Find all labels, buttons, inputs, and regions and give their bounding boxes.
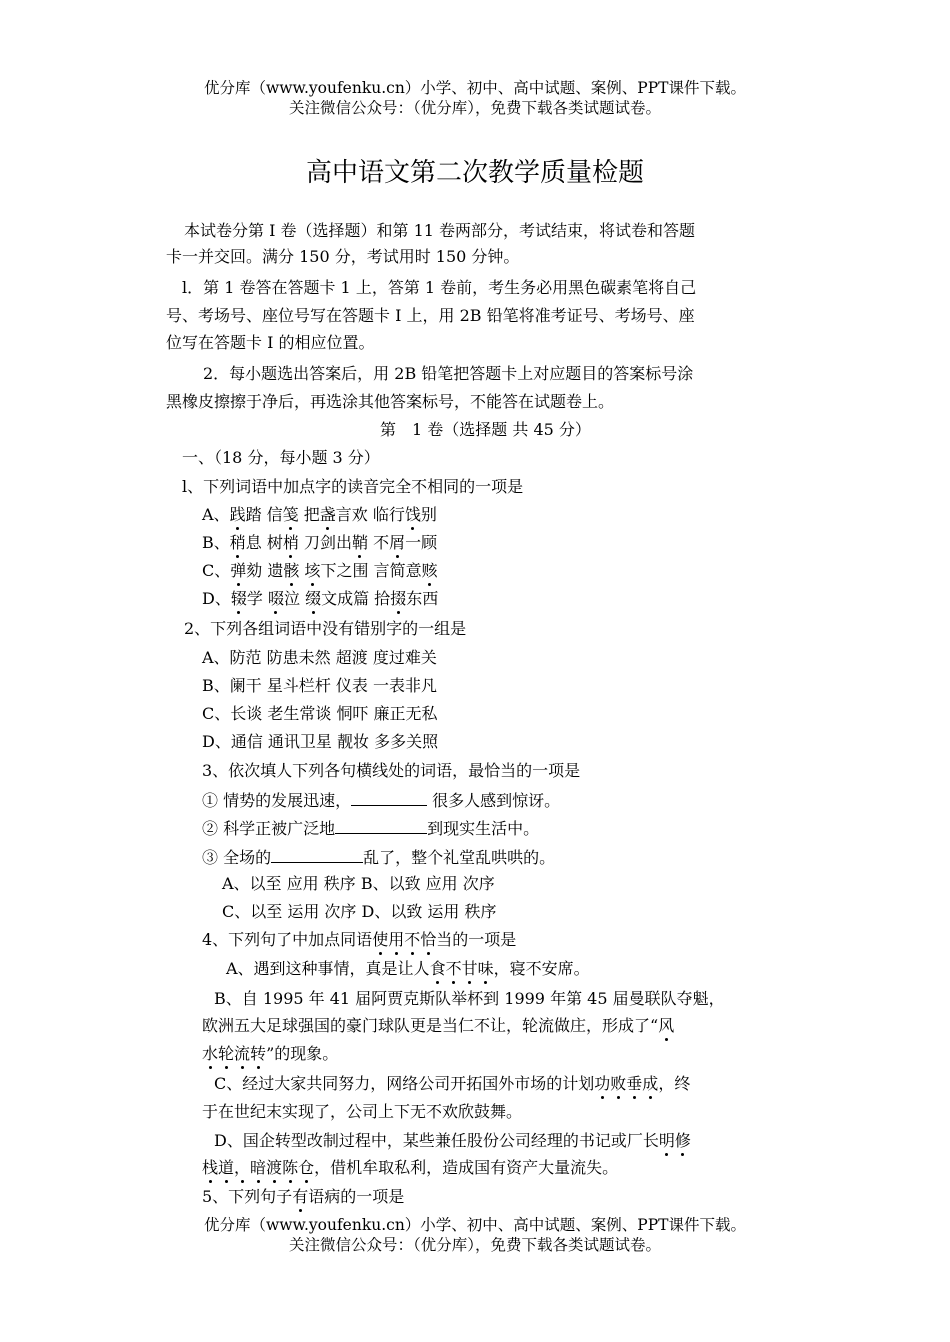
- answer-blank: [351, 789, 427, 806]
- note-1-line: l．第 1 卷答在答题卡 1 上，答第 1 卷前，考生务必用黑色碳素笔将自己: [182, 278, 697, 297]
- answer-blank: [335, 817, 427, 834]
- intro-line: 本试卷分第 I 卷（选择题）和第 11 卷两部分，考试结束，将试卷和答题: [184, 221, 696, 240]
- question-2-option-c: C、长谈 老生常谈 恫吓 廉正无私: [202, 704, 438, 723]
- footer-line-2: 关注微信公众号：（优分库），免费下载各类试题试卷。: [288, 1236, 661, 1254]
- question-4-option-b: B、自 1995 年 41 届阿贾克斯队举杯到 1999 年第 45 届曼联队夺魁，: [214, 989, 725, 1008]
- question-3-options: C、以至 运用 次序 D、以致 运用 秩序: [222, 902, 497, 921]
- part-heading: 一、（18 分，每小题 3 分）: [182, 448, 380, 467]
- header-line-1: 优分库（www.youfenku.cn）小学、初中、高中试题、案例、PPT课件下载。: [203, 79, 747, 97]
- question-4-stem: 4、下列句了中加点同语使用不恰当的一项是: [202, 930, 517, 949]
- note-2-line: 2．每小题选出答案后，用 2B 铅笔把答题卡上对应题目的答案标号涂: [203, 364, 694, 383]
- question-4-option-c: C、经过大家共同努力，网络公司开拓国外市场的计划功败垂成，终: [214, 1074, 691, 1093]
- question-1-option-d: D、辍学 啜泣 缀文成篇 拾掇东西: [202, 589, 439, 608]
- footer-line-1: 优分库（www.youfenku.cn）小学、初中、高中试题、案例、PPT课件下载。: [203, 1216, 747, 1234]
- question-4-option-d: D、国企转型改制过程中，某些兼任股份公司经理的书记或厂长明修: [214, 1131, 691, 1150]
- answer-blank: [271, 846, 363, 863]
- question-1-option-c: C、弹劾 遗骸 垓下之围 言简意赅: [202, 561, 438, 580]
- question-3-sentence-1: ① 情势的发展迅速， 很多人感到惊讶。: [202, 791, 561, 810]
- question-3-sentence-3: ③ 全场的 乱了，整个礼堂乱哄哄的。: [202, 848, 556, 867]
- header-line-2: 关注微信公众号：（优分库），免费下载各类试题试卷。: [288, 99, 661, 117]
- question-2-option-a: A、防范 防患未然 超渡 度过难关: [202, 648, 437, 667]
- section-title: 第 1 卷（选择题 共 45 分）: [380, 420, 591, 439]
- question-4-option-d-cont: 栈道，暗渡陈仓，借机牟取私利，造成国有资产大量流失。: [202, 1158, 619, 1177]
- note-1-line: 号、考场号、座位号写在答题卡 I 上，用 2B 铅笔将准考证号、考场号、座: [166, 306, 695, 325]
- question-2-option-d: D、通信 通讯卫星 靓妆 多多关照: [202, 732, 439, 751]
- question-3-sentence-2: ② 科学正被广泛地 到现实生活中。: [202, 819, 540, 838]
- question-2-stem: 2、下列各组词语中没有错别字的一组是: [184, 619, 467, 638]
- question-4-option-c-cont: 于在世纪末实现了，公司上下无不欢欣鼓舞。: [202, 1102, 523, 1121]
- question-3-options: A、以至 应用 秩序 B、以致 应用 次序: [222, 874, 495, 893]
- question-4-option-b-cont: 水轮流转”的现象。: [202, 1044, 339, 1063]
- question-3-stem: 3、依次填人下列各句横线处的词语，最恰当的一项是: [202, 761, 581, 780]
- question-1-option-b: B、稍息 树梢 刀剑出鞘 不屑一顾: [202, 533, 438, 552]
- question-1-stem: l、下列词语中加点字的读音完全不相同的一项是: [182, 477, 524, 496]
- question-1-option-a: A、践踏 信笺 把盏言欢 临行饯别: [202, 505, 437, 524]
- note-1-line: 位写在答题卡 I 的相应位置。: [166, 333, 375, 352]
- question-4-option-a: A、遇到这种事情，真是让人食不甘味，寝不安席。: [226, 959, 590, 978]
- page-title: 高中语文第二次教学质量检题: [305, 158, 644, 188]
- question-2-option-b: B、阑干 星斗栏杆 仪表 一表非凡: [202, 676, 438, 695]
- question-4-option-b-cont: 欧洲五大足球强国的豪门球队更是当仁不让，轮流做庄，形成了“风: [202, 1016, 675, 1035]
- question-5-stem: 5、下列句子有语病的一项是: [202, 1187, 405, 1206]
- note-2-line: 黑橡皮擦擦于净后，再选涂其他答案标号，不能答在试题卷上。: [166, 392, 615, 411]
- intro-line: 卡一并交回。满分 150 分，考试用时 150 分钟。: [166, 247, 520, 266]
